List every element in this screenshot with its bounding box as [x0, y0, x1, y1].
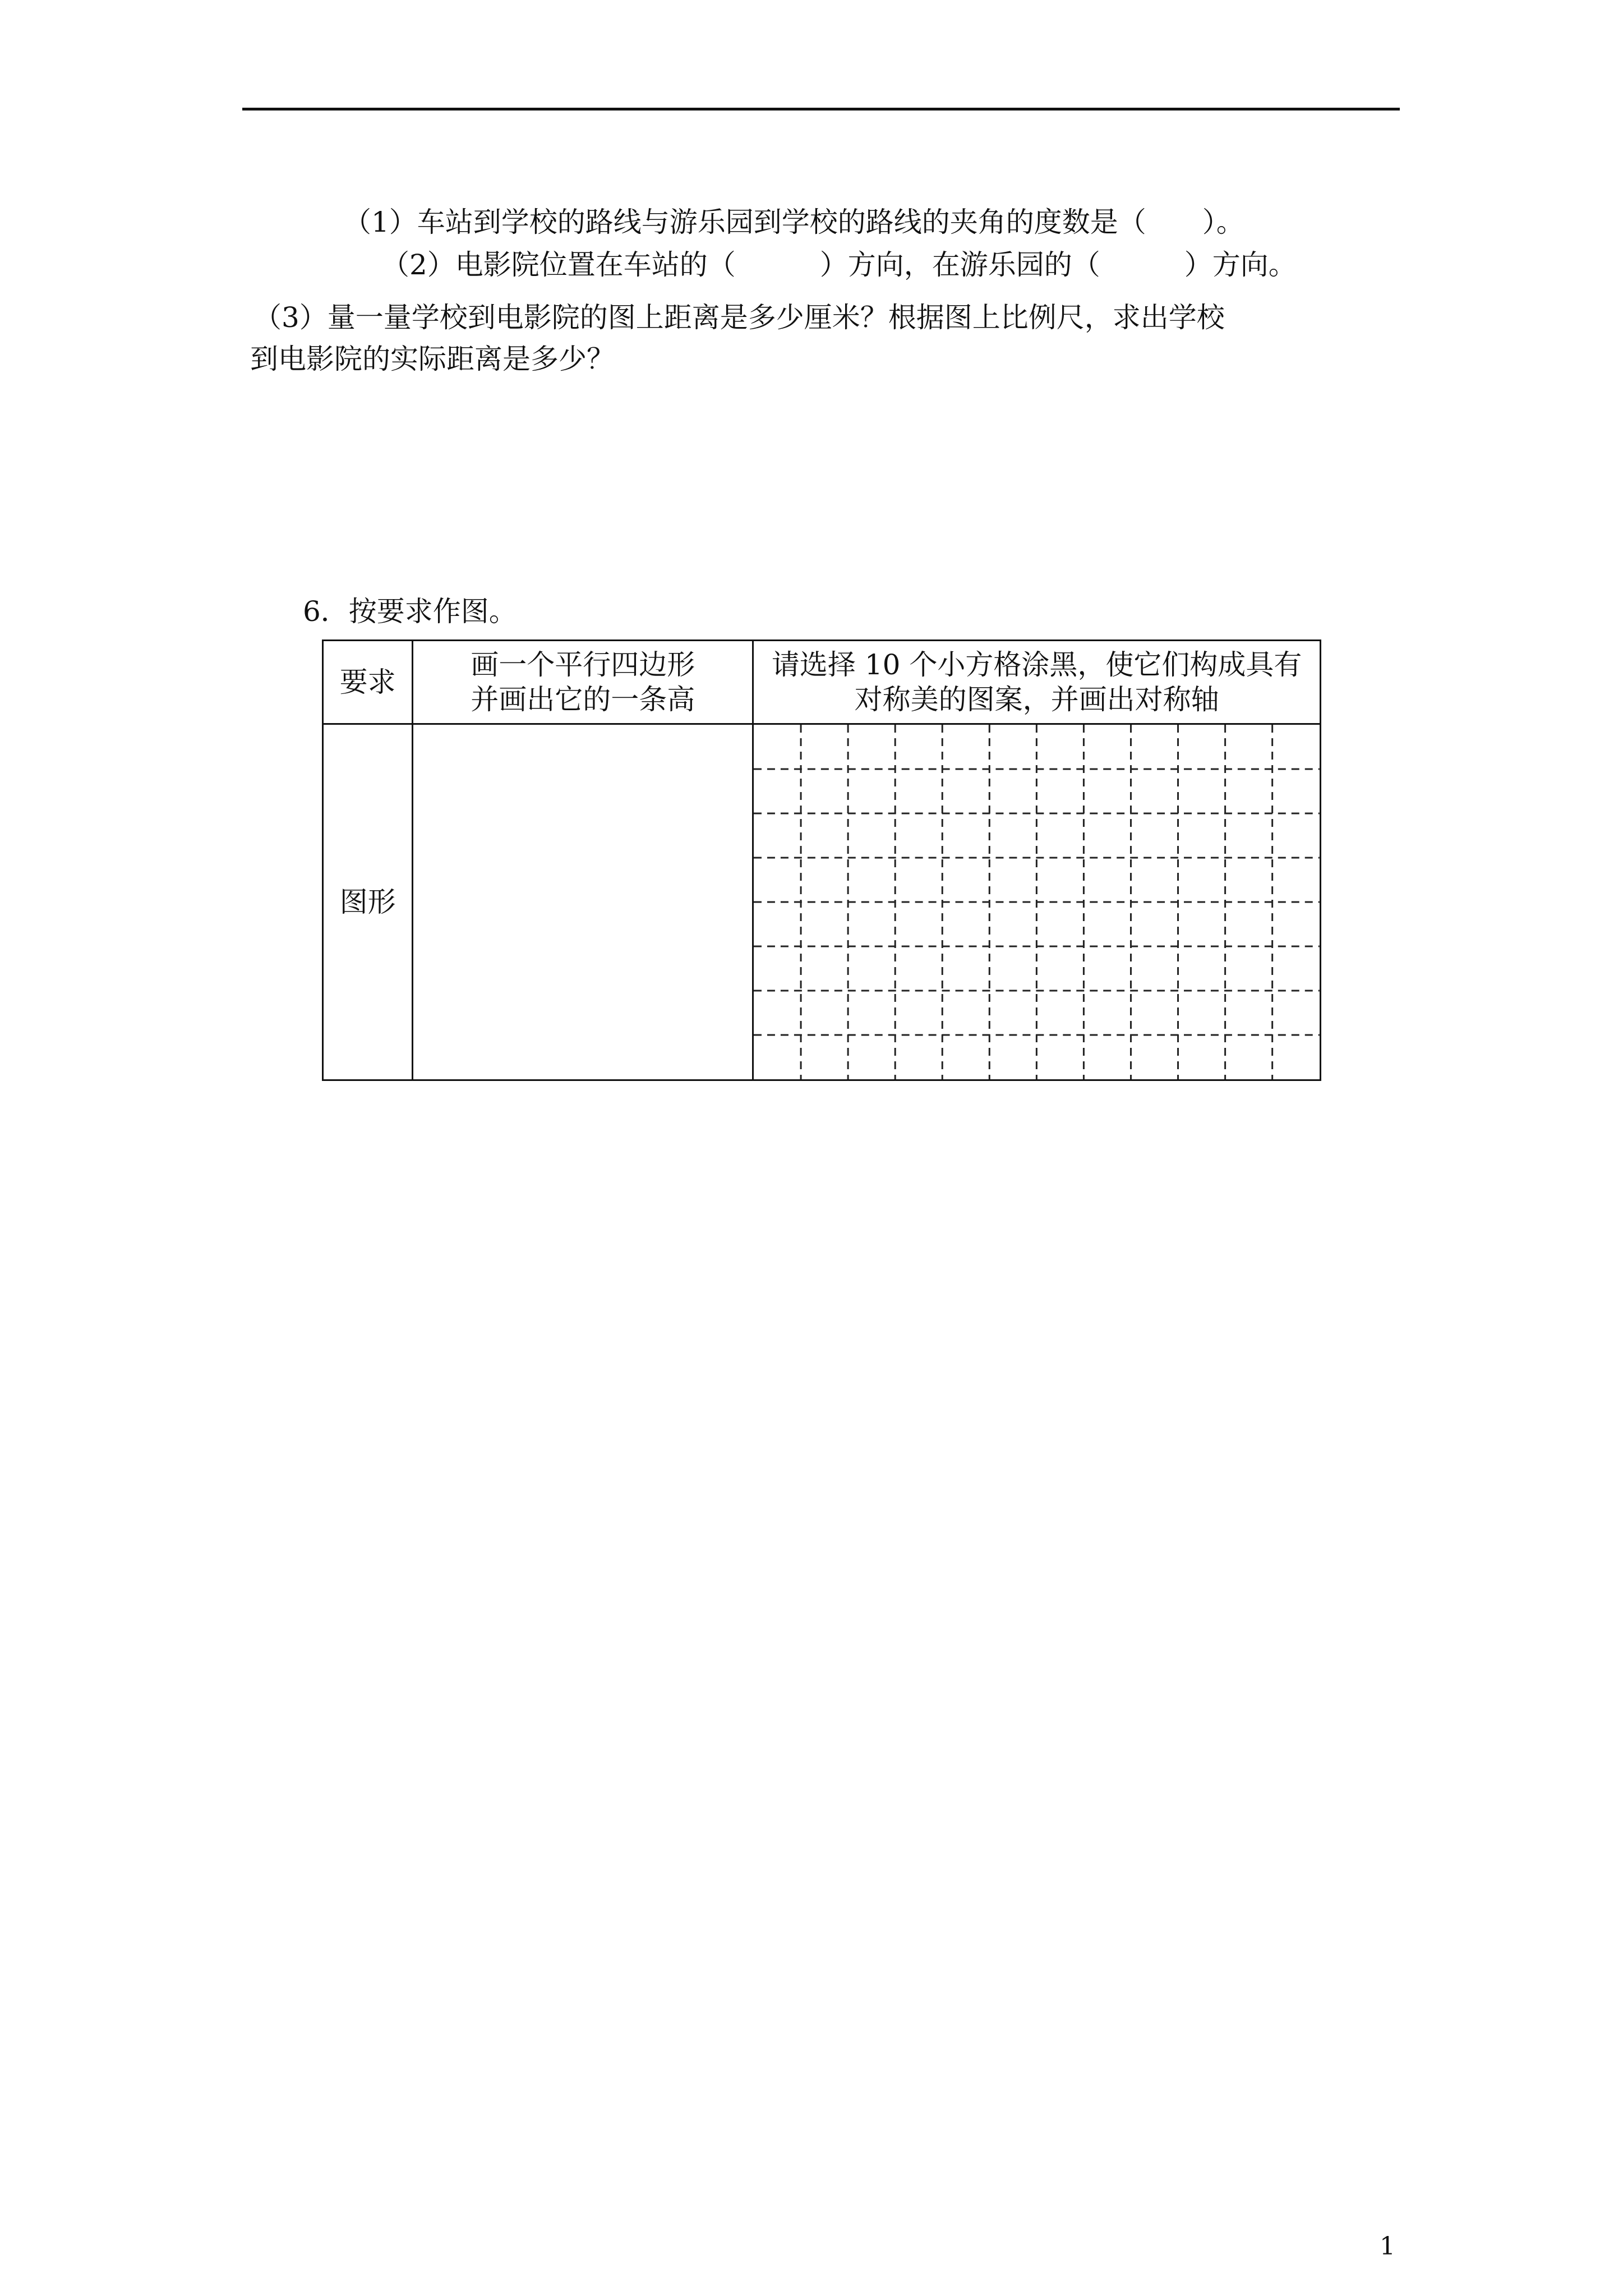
- symmetry-requirement-line-1: 请选择 10 个小方格涂黑，使它们构成具有: [771, 648, 1302, 681]
- requirement-label-cell: [323, 641, 413, 724]
- drawing-task-table: [322, 639, 1321, 1081]
- dashed-square-grid[interactable]: [754, 725, 1320, 1079]
- page-number: 1: [1380, 2232, 1395, 2261]
- requirement-label: 要求: [339, 666, 396, 698]
- parallelogram-requirement-line-2: 并画出它的一条高: [471, 683, 695, 716]
- question-1: （1）车站到学校的路线与游乐园到学校的路线的夹角的度数是（ ）。: [343, 206, 1244, 238]
- figure-label-cell: [323, 724, 413, 1080]
- header-rule: [242, 108, 1400, 111]
- parallelogram-drawing-area[interactable]: [413, 724, 753, 1080]
- symmetry-grid-cell[interactable]: [753, 724, 1321, 1080]
- requirement-row: [323, 641, 1321, 724]
- parallelogram-requirement-line-1: 画一个平行四边形: [471, 648, 695, 681]
- question-2: （2）电影院位置在车站的（ ）方向，在游乐园的（ ）方向。: [381, 249, 1297, 281]
- figure-label: 图形: [339, 886, 396, 918]
- question-3-line-2: 到电影院的实际距离是多少？: [250, 343, 615, 375]
- task-6-title: 6．按要求作图。: [303, 595, 517, 628]
- question-3-line-1: （3）量一量学校到电影院的图上距离是多少厘米？根据图上比例尺，求出学校: [253, 301, 1225, 334]
- symmetry-requirement-cell: [753, 641, 1321, 724]
- symmetry-requirement-line-2: 对称美的图案，并画出对称轴: [854, 683, 1219, 716]
- figure-row: [323, 724, 1321, 1080]
- parallelogram-requirement-cell: [413, 641, 753, 724]
